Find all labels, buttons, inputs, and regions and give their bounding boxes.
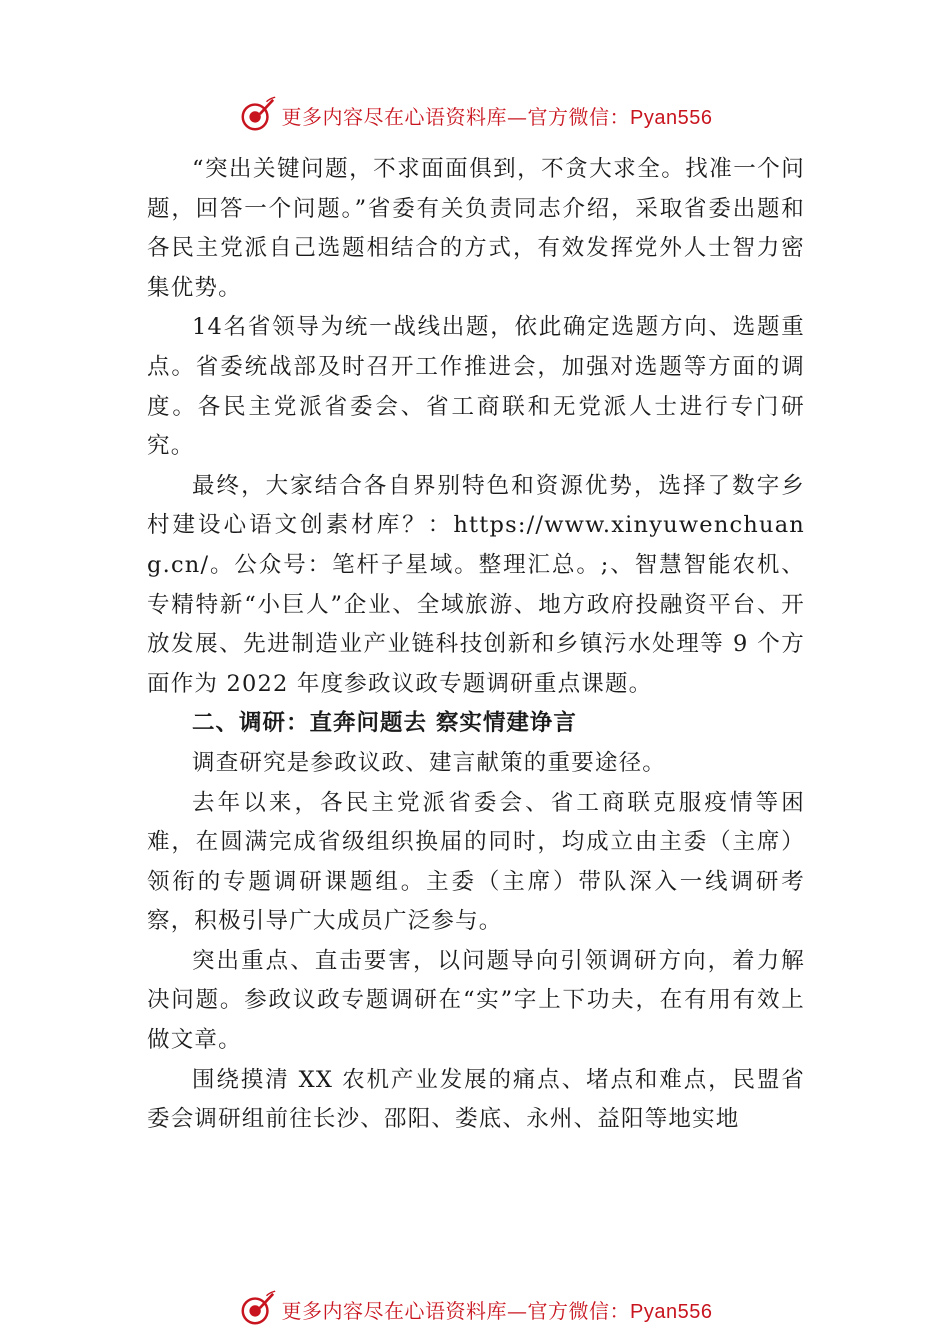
section-heading: 二、调研：直奔问题去 察实情建诤言	[192, 710, 577, 737]
paragraph-5: 去年以来，各民主党派省委会、省工商联克服疫情等困难，在圆满完成省级组织换届的同时，均成立由主委（主席）领衔的专题调研课题组。主委（主席）带队深入一线调研考察，积极引导广大成员广泛参与。	[147, 789, 805, 935]
paragraph-6: 突出重点、直击要害，以问题导向引领调研方向，着力解决问题。参政议政专题调研在“实”字上下功夫，在有用有效上做文章。	[147, 947, 805, 1054]
quill-pen-seal-icon	[238, 1290, 276, 1328]
quill-pen-seal-icon	[238, 96, 276, 134]
header-watermark-banner	[0, 92, 950, 138]
wechat-id: Pyan556	[630, 1300, 713, 1323]
footer-watermark-banner	[0, 1286, 950, 1332]
paragraph-1: “突出关键问题，不求面面俱到，不贪大求全。找准一个问题，回答一个问题。”省委有关负责同志介绍，采取省委出题和各民主党派自己选题相结合的方式，有效发挥党外人士智力密集优势。	[147, 156, 805, 301]
document-body	[147, 150, 805, 1140]
wechat-id: Pyan556	[630, 106, 713, 129]
watermark-text: 更多内容尽在心语资料库—官方微信：Pyan556	[281, 1298, 713, 1323]
paragraph-2: 14名省领导为统一战线出题，依此确定选题方向、选题重点。省委统战部及时召开工作推进会，加强对选题等方面的调度。各民主党派省委会、省工商联和无党派人士进行专门研究。	[147, 314, 805, 460]
paragraph-3: 最终，大家结合各自界别特色和资源优势，选择了数字乡村建设心语文创素材库？：https://www.xinyuwenchuang.cn/。公众号：笔杆子星域。整理汇总。;、智慧智能农机、专精特新“小巨人”企业、全域旅游、地方政府投融资平台、开放发展、先进制造业产业链科技创新和乡镇污水处理等 9 个方面作为 2022 年度参政议政专题调研重点课题。	[147, 472, 805, 697]
watermark-text: 更多内容尽在心语资料库—官方微信：Pyan556	[281, 104, 713, 129]
paragraph-7: 围绕摸清 XX 农机产业发展的痛点、堵点和难点，民盟省委会调研组前往长沙、邵阳、娄底、永州、益阳等地实地	[147, 1066, 805, 1133]
paragraph-4: 调查研究是参政议政、建言献策的重要途径。	[192, 749, 667, 776]
